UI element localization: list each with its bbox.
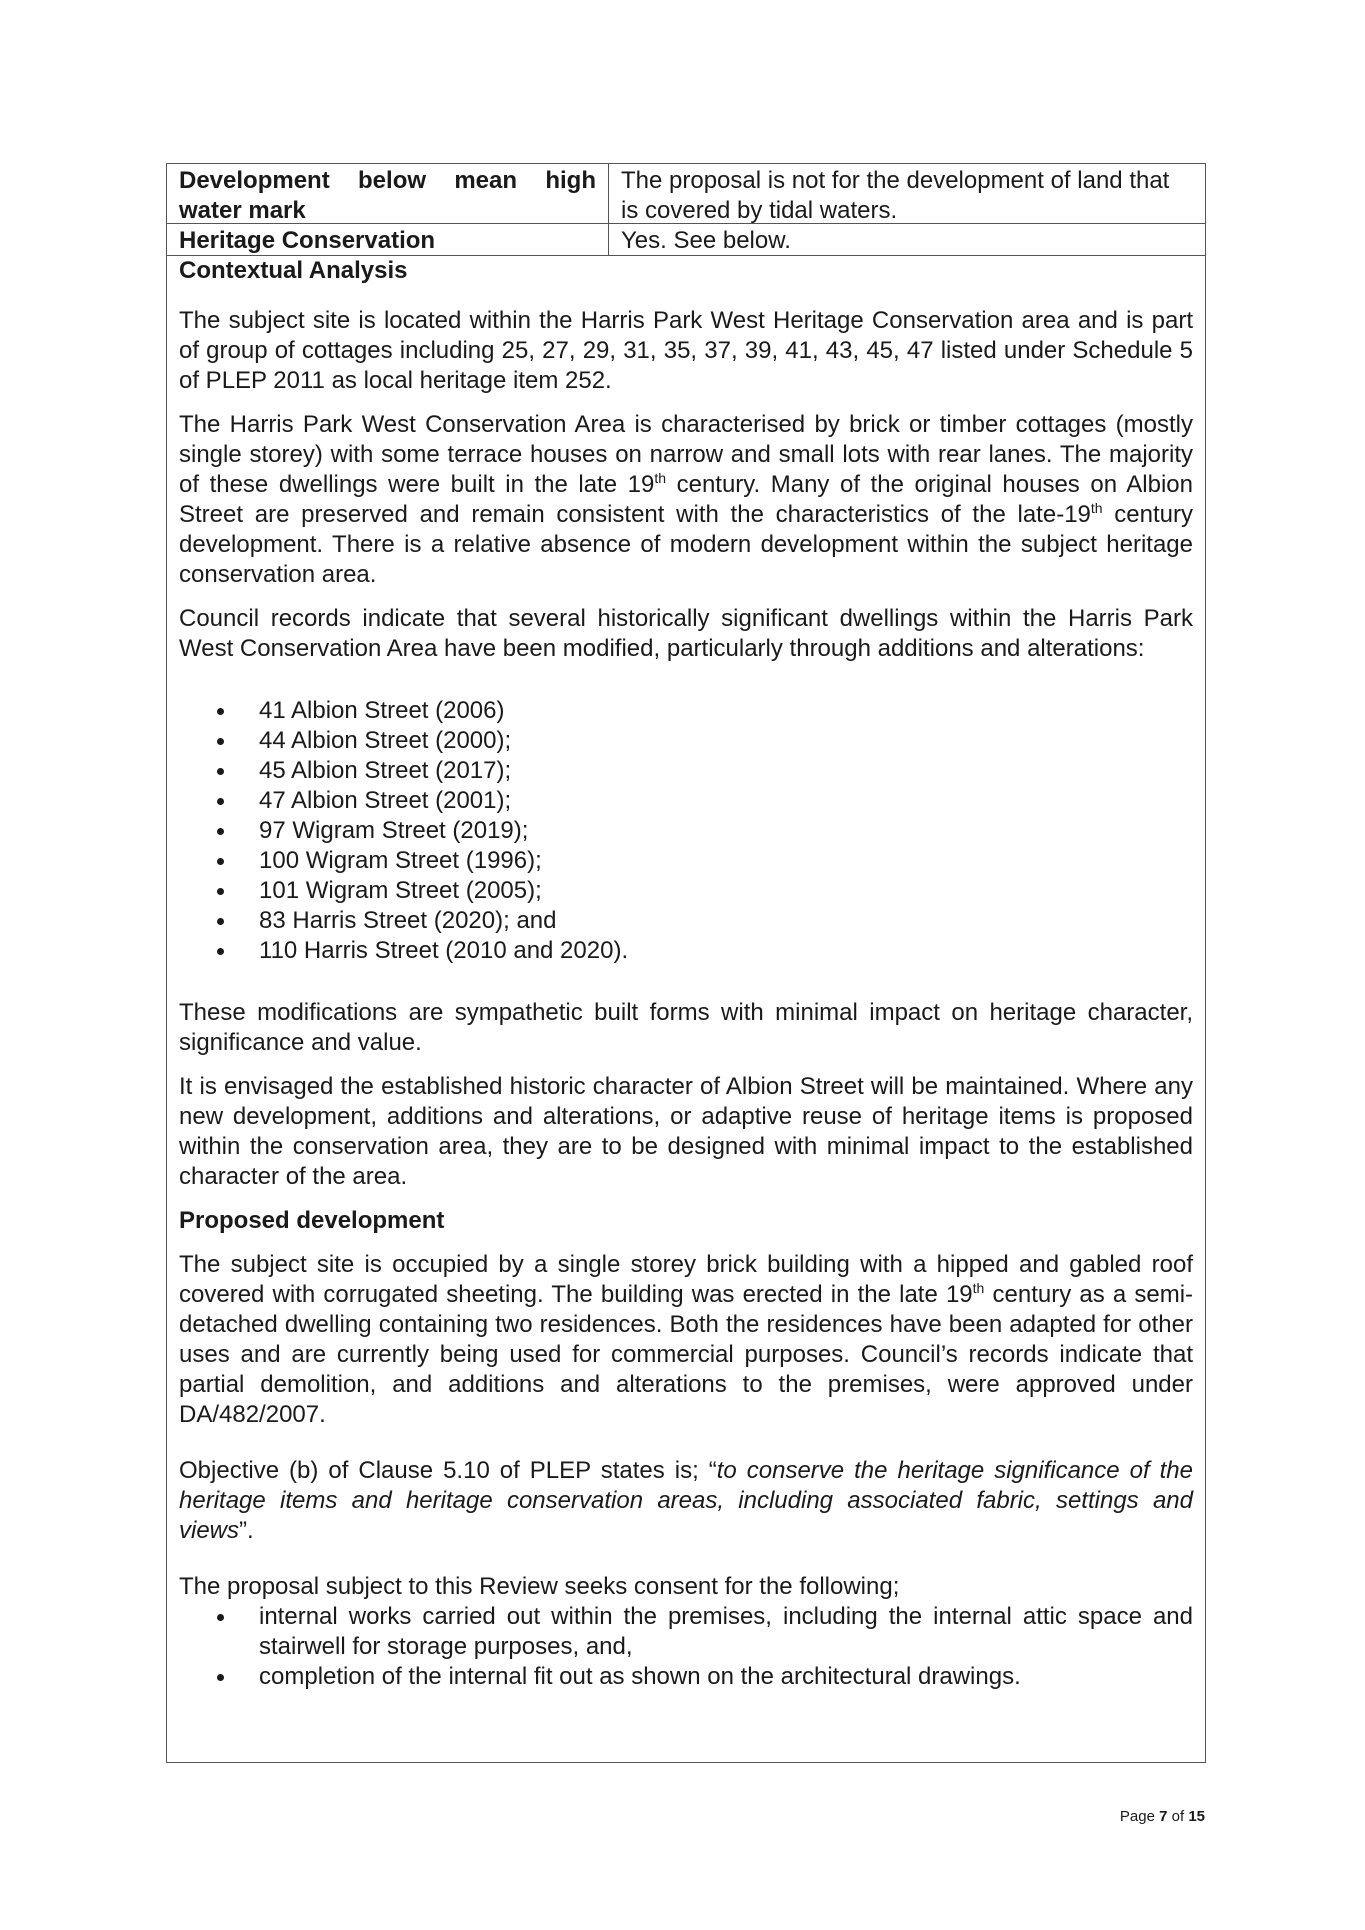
list-item-text: 45 Albion Street (2017); — [259, 757, 512, 784]
list-item-text: 44 Albion Street (2000); — [259, 727, 512, 754]
list-item-text: 41 Albion Street (2006) — [259, 697, 505, 724]
page-total: 15 — [1188, 1808, 1205, 1825]
text-span: The Harris Park West Conservation Area is characterised by brick or timber cottages (mostly single storey) with some terrace houses on narrow and small lots with rear lanes. The majority of these dwellings were built in the late 19 — [179, 411, 1193, 498]
quoted-objective: to conserve the heritage significance of the heritage items and heritage conservation areas, including associated fabric, settings and views — [179, 1457, 1193, 1544]
table-row-heritage — [167, 224, 1205, 256]
table-label-heritage: Heritage Conservation — [179, 227, 436, 254]
list-item-text: internal works carried out within the premises, including the internal attic space and stairwell for storage purposes, and, — [259, 1603, 1193, 1660]
list-item — [179, 726, 1193, 756]
list-item-text: 47 Albion Street (2001); — [259, 787, 512, 814]
superscript: th — [1090, 500, 1103, 516]
text-span: century. Many of the original houses on Albion Street are preserved and remain consistent with the characteristics of the late-19 — [179, 471, 1193, 528]
contextual-paragraph-5: It is envisaged the established historic character of Albion Street will be maintained. Where any new development, additions and alterations, or adaptive reuse of heritage items is proposed within the conservation area, they are to be designed with minimal impact to the established character of the area. — [179, 1073, 1193, 1190]
list-item — [179, 1662, 1193, 1692]
text-span: ”. — [239, 1517, 254, 1544]
proposed-paragraph-1 — [179, 1250, 1193, 1430]
bullet-icon — [217, 738, 224, 745]
superscript: th — [654, 470, 667, 486]
body-content — [179, 256, 1193, 1692]
table-label-tidal: Development below mean high water mark — [179, 167, 596, 224]
list-item — [179, 906, 1193, 936]
bullet-icon — [217, 888, 224, 895]
page-number — [1120, 1808, 1205, 1825]
contextual-analysis-heading: Contextual Analysis — [179, 257, 408, 284]
contextual-paragraph-2 — [179, 410, 1193, 590]
list-item-text: 101 Wigram Street (2005); — [259, 877, 542, 904]
list-item — [179, 1602, 1193, 1662]
list-item-text: 83 Harris Street (2020); and — [259, 907, 557, 934]
table-value-heritage: Yes. See below. — [608, 224, 1205, 255]
list-item-text: 100 Wigram Street (1996); — [259, 847, 542, 874]
text-span: century as a semi-detached dwelling containing two residences. Both the residences have been adapted for other uses and are currently being used for commercial purposes. Council’s records indicate that partial demolition, and additions and alterations to the premises, were approved under DA/482/2007. — [179, 1281, 1194, 1428]
page-current: 7 — [1159, 1808, 1168, 1825]
bullet-icon — [217, 708, 224, 715]
list-item-text: completion of the internal fit out as shown on the architectural drawings. — [259, 1663, 1021, 1690]
page-prefix: Page — [1119, 1808, 1160, 1825]
table-row-tidal — [167, 164, 1205, 224]
list-item-text: 97 Wigram Street (2019); — [259, 817, 529, 844]
contextual-paragraph-3: Council records indicate that several historically significant dwellings within the Harris Park West Conservation Area have been modified, particularly through additions and alterations: — [179, 605, 1193, 662]
list-item — [179, 876, 1193, 906]
superscript: th — [972, 1280, 985, 1296]
bullet-icon — [217, 1674, 224, 1681]
proposed-paragraph-3: The proposal subject to this Review seeks consent for the following; — [179, 1573, 900, 1600]
proposal-scope-list — [179, 1602, 1193, 1692]
proposed-development-heading: Proposed development — [179, 1207, 445, 1234]
contextual-paragraph-1: The subject site is located within the Harris Park West Heritage Conservation area and is part of group of cottages including 25, 27, 29, 31, 35, 37, 39, 41, 43, 45, 47 listed under Schedule 5 of PLEP 2011 as local heritage item 252. — [179, 307, 1193, 394]
contextual-paragraph-4: These modifications are sympathetic built forms with minimal impact on heritage character, significance and value. — [179, 999, 1193, 1056]
list-item — [179, 696, 1193, 726]
text-span: century development. There is a relative absence of modern development within the subject heritage conservation area. — [179, 501, 1193, 588]
document-frame — [166, 163, 1206, 1763]
bullet-icon — [217, 858, 224, 865]
text-span: The subject site is occupied by a single storey brick building with a hipped and gabled roof covered with corrugated sheeting. The building was erected in the late 19 — [179, 1251, 1193, 1308]
list-item — [179, 816, 1193, 846]
table-value-tidal: The proposal is not for the development of land that is covered by tidal waters. — [608, 164, 1205, 223]
bullet-icon — [217, 918, 224, 925]
page-of: of — [1167, 1808, 1189, 1825]
modified-dwellings-list — [179, 696, 1193, 966]
bullet-icon — [217, 768, 224, 775]
bullet-icon — [217, 798, 224, 805]
bullet-icon — [217, 1614, 224, 1621]
list-item — [179, 846, 1193, 876]
list-item — [179, 786, 1193, 816]
list-item-text: 110 Harris Street (2010 and 2020). — [259, 937, 629, 964]
list-item — [179, 756, 1193, 786]
list-item — [179, 936, 1193, 966]
proposed-paragraph-2 — [179, 1456, 1193, 1546]
text-span: Objective (b) of Clause 5.10 of PLEP states is; “ — [179, 1457, 717, 1484]
bullet-icon — [217, 948, 224, 955]
bullet-icon — [217, 828, 224, 835]
